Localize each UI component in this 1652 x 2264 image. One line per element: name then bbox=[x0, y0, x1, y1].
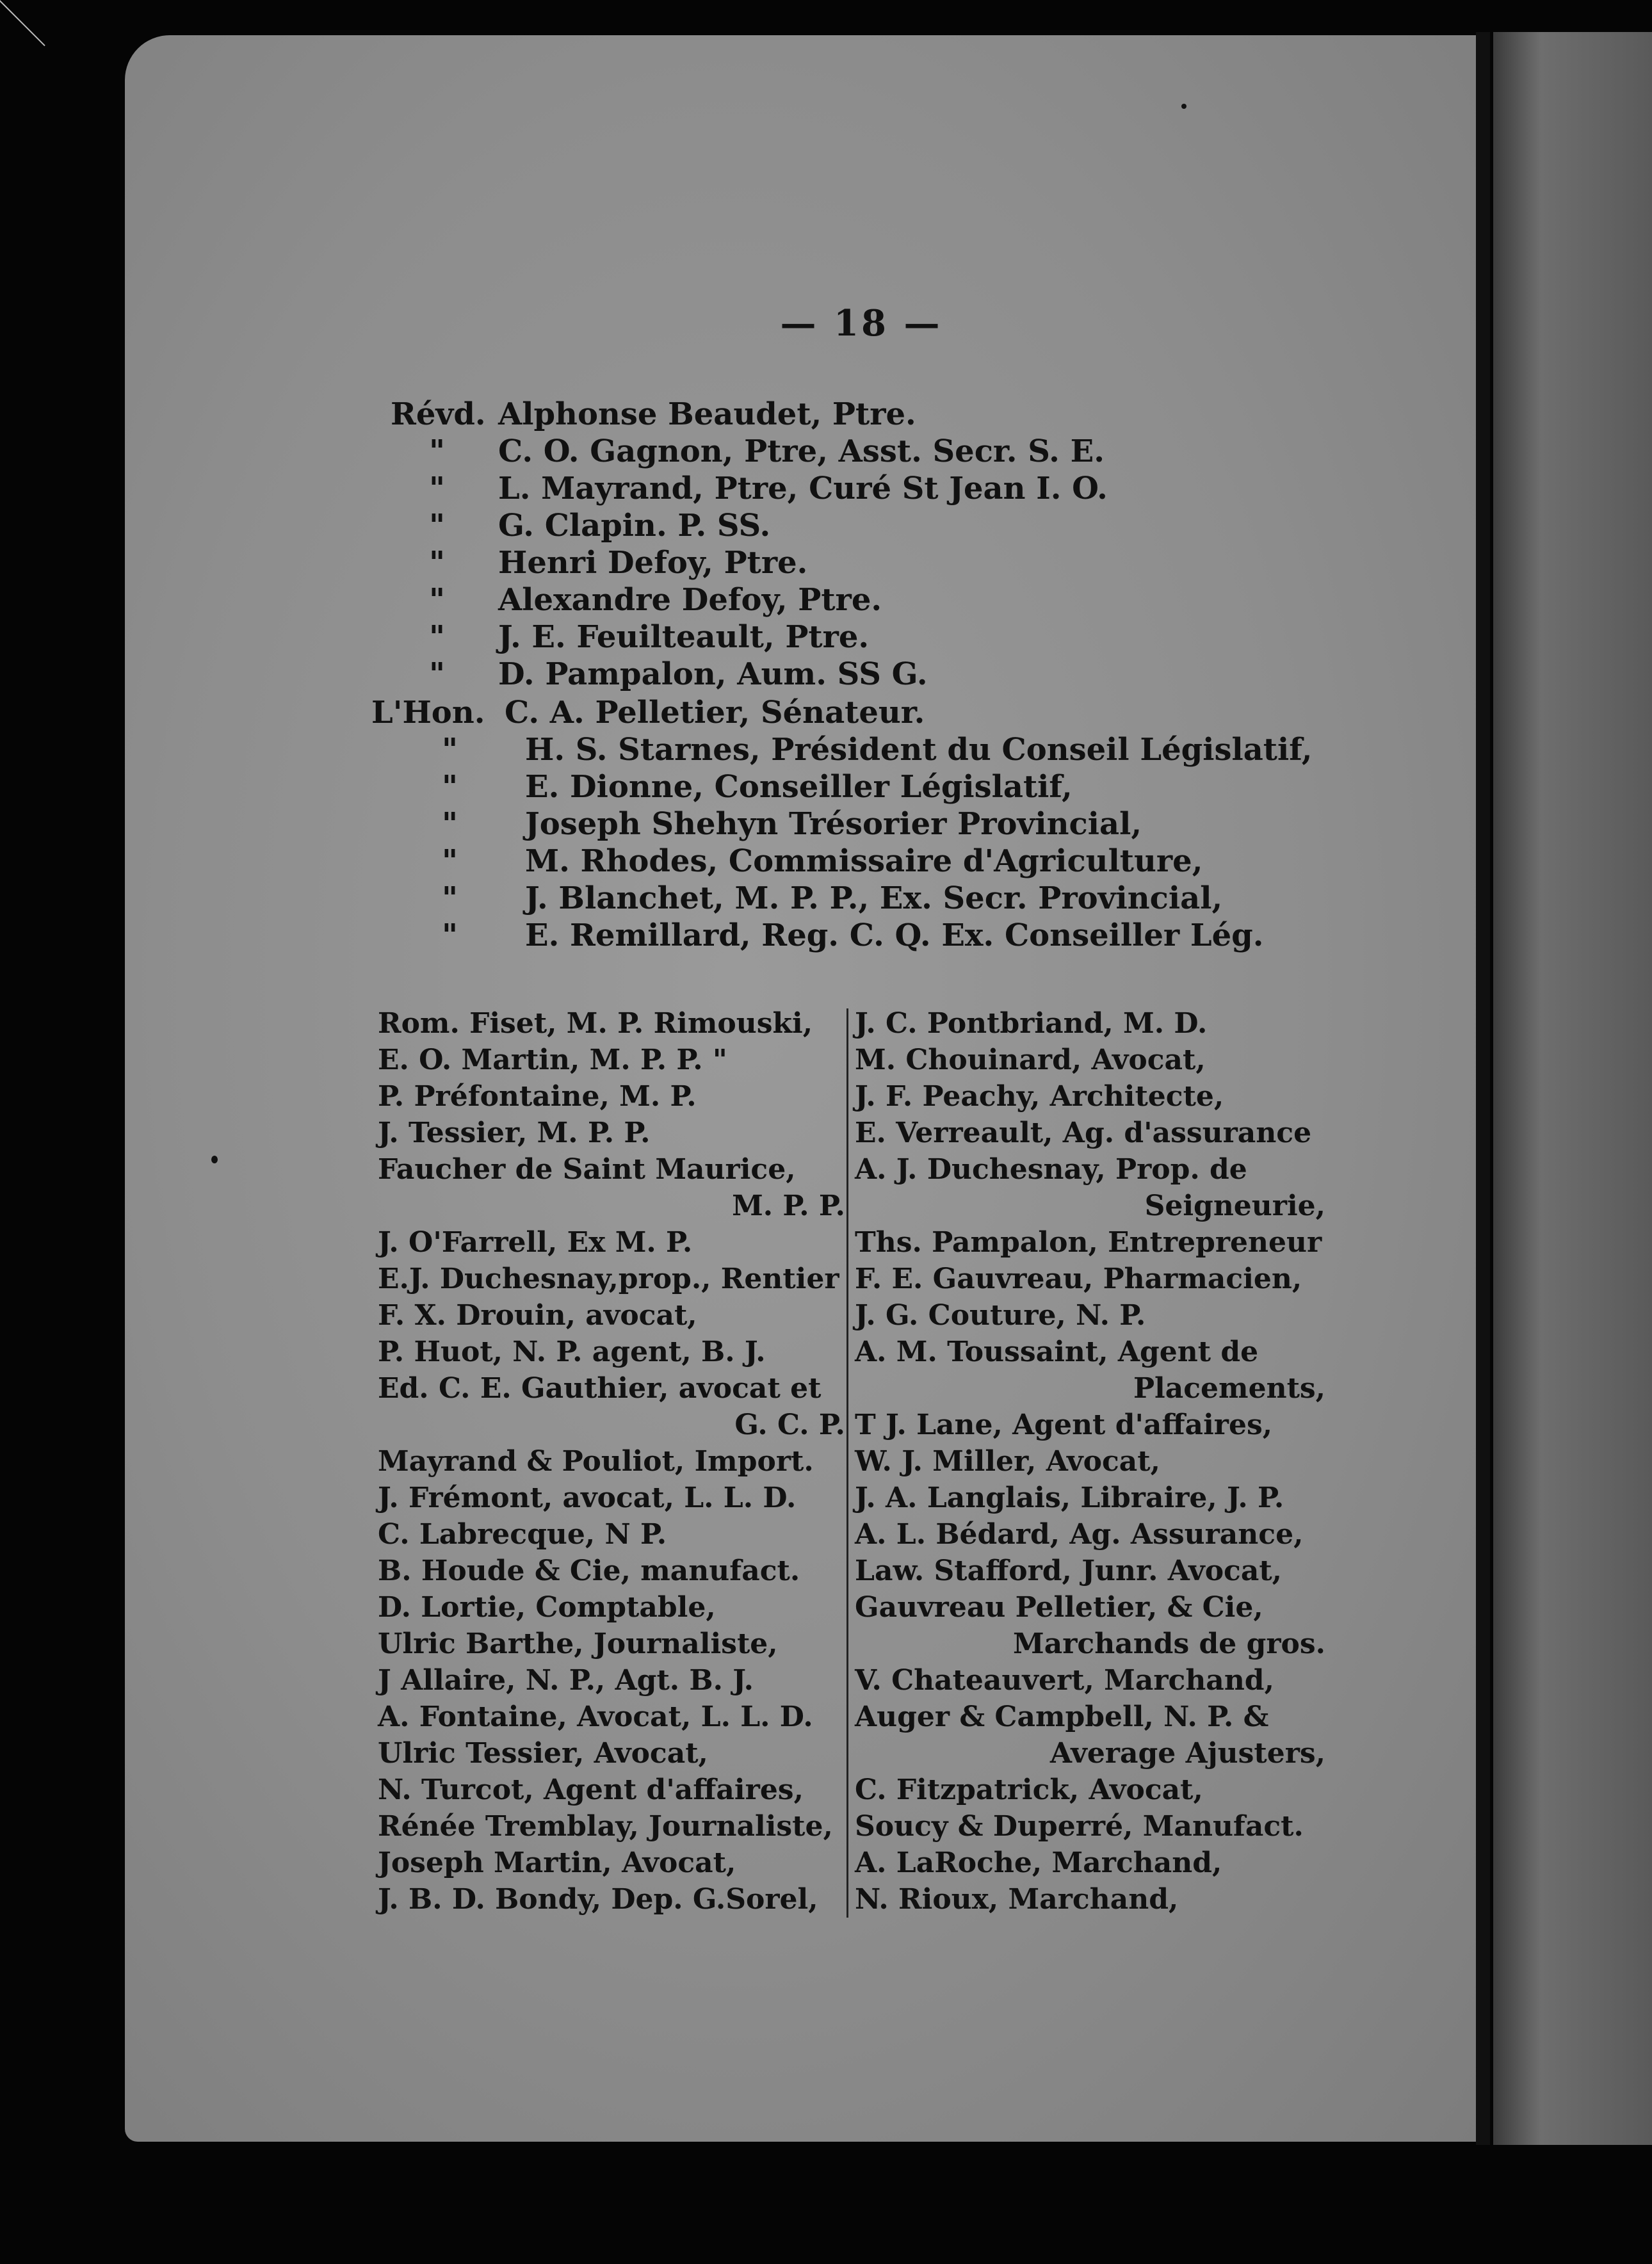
list-entry: Ulric Tessier, Avocat, bbox=[378, 1737, 708, 1770]
facing-page-edge bbox=[1493, 32, 1652, 2145]
list-entry: C. Labrecque, N P. bbox=[378, 1518, 667, 1551]
clergy-name: Alphonse Beaudet, Ptre. bbox=[498, 396, 916, 432]
ditto-mark: " bbox=[429, 619, 446, 655]
list-entry: Rénée Tremblay, Journaliste, bbox=[378, 1810, 833, 1843]
list-entry: Ulric Barthe, Journaliste, bbox=[378, 1628, 778, 1660]
ink-speck bbox=[211, 1156, 218, 1163]
ditto-mark: " bbox=[429, 545, 446, 581]
honourables-title: L'Hon. bbox=[371, 695, 485, 731]
list-entry: J. O'Farrell, Ex M. P. bbox=[378, 1226, 693, 1259]
list-entry: V. Chateauvert, Marchand, bbox=[855, 1664, 1274, 1697]
list-entry: W. J. Miller, Avocat, bbox=[855, 1445, 1160, 1478]
list-entry: Seigneurie, bbox=[1144, 1190, 1325, 1222]
ditto-mark: " bbox=[442, 918, 458, 953]
list-entry: J. Tessier, M. P. P. bbox=[378, 1117, 651, 1149]
list-entry: Soucy & Duperré, Manufact. bbox=[855, 1810, 1304, 1843]
honourable-name: H. S. Starnes, Président du Conseil Législatif, bbox=[525, 732, 1313, 768]
list-entry: Marchands de gros. bbox=[1013, 1628, 1325, 1660]
list-entry: Ths. Pampalon, Entrepreneur bbox=[855, 1226, 1322, 1259]
list-entry: M. P. P. bbox=[732, 1190, 845, 1222]
list-entry: Auger & Campbell, N. P. & bbox=[855, 1701, 1269, 1733]
list-entry: Joseph Martin, Avocat, bbox=[378, 1847, 736, 1879]
list-entry: A. J. Duchesnay, Prop. de bbox=[855, 1153, 1247, 1186]
list-entry: E.J. Duchesnay,prop., Rentier bbox=[378, 1263, 839, 1295]
list-entry: J. B. D. Bondy, Dep. G.Sorel, bbox=[378, 1883, 818, 1916]
ditto-mark: " bbox=[442, 843, 458, 879]
clergy-name: Henri Defoy, Ptre. bbox=[498, 545, 808, 581]
ditto-mark: " bbox=[429, 656, 446, 692]
clergy-name: Alexandre Defoy, Ptre. bbox=[498, 582, 882, 618]
ditto-mark: " bbox=[442, 880, 458, 916]
right-column-list bbox=[855, 1005, 1325, 1918]
ditto-mark: " bbox=[442, 769, 458, 805]
honourable-name: Joseph Shehyn Trésorier Provincial, bbox=[525, 806, 1142, 842]
list-entry: J. C. Pontbriand, M. D. bbox=[855, 1007, 1208, 1040]
list-entry: C. Fitzpatrick, Avocat, bbox=[855, 1774, 1203, 1806]
list-entry: J. A. Langlais, Libraire, J. P. bbox=[855, 1482, 1284, 1514]
clergy-name: D. Pampalon, Aum. SS G. bbox=[498, 656, 928, 692]
list-entry: F. E. Gauvreau, Pharmacien, bbox=[855, 1263, 1302, 1295]
list-entry: Ed. C. E. Gauthier, avocat et bbox=[378, 1372, 822, 1405]
list-entry: Law. Stafford, Junr. Avocat, bbox=[855, 1555, 1282, 1587]
list-entry: A. M. Toussaint, Agent de bbox=[855, 1336, 1259, 1368]
ditto-mark: " bbox=[442, 732, 458, 768]
honourable-name: J. Blanchet, M. P. P., Ex. Secr. Provincial, bbox=[525, 880, 1223, 916]
ditto-mark: " bbox=[442, 806, 458, 842]
list-entry: J. F. Peachy, Architecte, bbox=[855, 1080, 1224, 1113]
ditto-mark: " bbox=[429, 582, 446, 618]
list-entry: D. Lortie, Comptable, bbox=[378, 1591, 716, 1624]
list-entry: J. G. Couture, N. P. bbox=[855, 1299, 1146, 1332]
list-entry: N. Rioux, Marchand, bbox=[855, 1883, 1179, 1916]
page-number: — 18 — bbox=[780, 302, 943, 344]
list-entry: Mayrand & Pouliot, Import. bbox=[378, 1445, 814, 1478]
list-entry: N. Turcot, Agent d'affaires, bbox=[378, 1774, 804, 1806]
list-entry: P. Huot, N. P. agent, B. J. bbox=[378, 1336, 766, 1368]
list-entry: Placements, bbox=[1133, 1372, 1325, 1405]
list-entry: M. Chouinard, Avocat, bbox=[855, 1044, 1206, 1076]
ditto-mark: " bbox=[429, 471, 446, 506]
list-entry: T J. Lane, Agent d'affaires, bbox=[855, 1409, 1273, 1441]
list-entry: Gauvreau Pelletier, & Cie, bbox=[855, 1591, 1263, 1624]
list-entry: P. Préfontaine, M. P. bbox=[378, 1080, 697, 1113]
clergy-title: Révd. bbox=[391, 396, 486, 432]
honourable-name: E. Remillard, Reg. C. Q. Ex. Conseiller Lég. bbox=[525, 918, 1264, 953]
ink-speck bbox=[1181, 104, 1186, 109]
honourable-name: M. Rhodes, Commissaire d'Agriculture, bbox=[525, 843, 1203, 879]
left-column-list bbox=[378, 1005, 845, 1918]
list-entry: E. Verreault, Ag. d'assurance bbox=[855, 1117, 1312, 1149]
list-entry: Average Ajusters, bbox=[1049, 1737, 1325, 1770]
list-entry: B. Houde & Cie, manufact. bbox=[378, 1555, 800, 1587]
list-entry: Faucher de Saint Maurice, bbox=[378, 1153, 796, 1186]
list-entry: A. LaRoche, Marchand, bbox=[855, 1847, 1222, 1879]
page-fold bbox=[1476, 32, 1490, 2145]
ditto-mark: " bbox=[429, 433, 446, 469]
list-entry: A. L. Bédard, Ag. Assurance, bbox=[855, 1518, 1304, 1551]
list-entry: J Allaire, N. P., Agt. B. J. bbox=[378, 1664, 754, 1697]
list-entry: F. X. Drouin, avocat, bbox=[378, 1299, 697, 1332]
clergy-name: G. Clapin. P. SS. bbox=[498, 508, 771, 544]
honourable-name: C. A. Pelletier, Sénateur. bbox=[505, 695, 925, 731]
list-entry: E. O. Martin, M. P. P. " bbox=[378, 1044, 727, 1076]
list-entry: G. C. P. bbox=[734, 1409, 845, 1441]
column-divider bbox=[846, 1008, 848, 1918]
list-entry: J. Frémont, avocat, L. L. D. bbox=[378, 1482, 797, 1514]
clergy-name: L. Mayrand, Ptre, Curé St Jean I. O. bbox=[498, 471, 1108, 506]
honourable-name: E. Dionne, Conseiller Législatif, bbox=[525, 769, 1073, 805]
list-entry: A. Fontaine, Avocat, L. L. D. bbox=[378, 1701, 813, 1733]
clergy-name: C. O. Gagnon, Ptre, Asst. Secr. S. E. bbox=[498, 433, 1105, 469]
ditto-mark: " bbox=[429, 508, 446, 544]
clergy-name: J. E. Feuilteault, Ptre. bbox=[498, 619, 870, 655]
list-entry: Rom. Fiset, M. P. Rimouski, bbox=[378, 1007, 813, 1040]
corner-scan-line bbox=[0, 0, 45, 46]
